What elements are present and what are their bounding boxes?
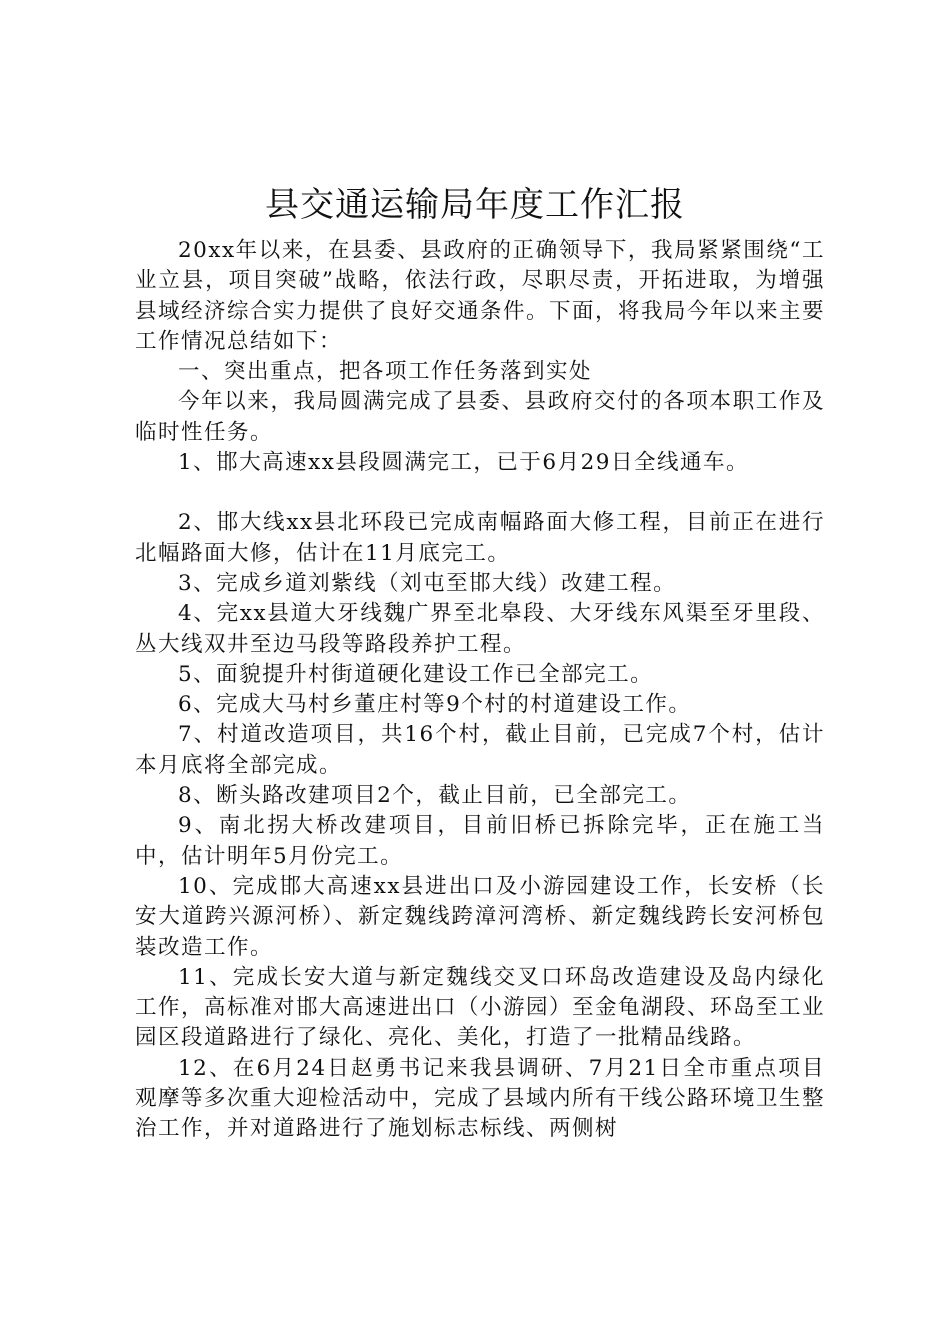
- list-item: 8、断头路改建项目2个，截止目前，已全部完工。: [178, 783, 692, 809]
- document-body: [135, 236, 825, 1145]
- list-item: 2、邯大线xx县北环段已完成南幅路面大修工程，目前正在进行北幅路面大修，估计在11月底完工。: [135, 510, 825, 566]
- list-item: 11、完成长安大道与新定魏线交叉口环岛改造建设及岛内绿化工作，高标准对邯大高速进出口（小游园）至金龟湖段、环岛至工业园区段道路进行了绿化、亮化、美化，打造了一批精品线路。: [135, 964, 826, 1051]
- list-item: 9、南北拐大桥改建项目，目前旧桥已拆除完毕，正在施工当中，估计明年5月份完工。: [135, 813, 825, 869]
- section-heading: 一、突出重点，把各项工作任务落到实处: [178, 359, 593, 385]
- section-intro-paragraph: 今年以来，我局圆满完成了县委、县政府交付的各项本职工作及临时性任务。: [135, 389, 825, 445]
- list-item: 12、在6月24日赵勇书记来我县调研、7月21日全市重点项目观摩等多次重大迎检活动中，完成了县域内所有干线公路环境卫生整治工作，并对道路进行了施划标志标线、两侧树: [135, 1055, 826, 1142]
- list-item: 1、邯大高速xx县段圆满完工，已于6月29日全线通车。: [178, 450, 749, 476]
- list-item: 3、完成乡道刘紫线（刘屯至邯大线）改建工程。: [178, 570, 677, 596]
- list-item: 4、完xx县道大牙线魏广界至北皋段、大牙线东风渠至牙里段、丛大线双井至边马段等路段养护工程。: [135, 601, 825, 657]
- list-item: 5、面貌提升村街道硬化建设工作已全部完工。: [178, 661, 654, 687]
- intro-paragraph: 20xx年以来，在县委、县政府的正确领导下，我局紧紧围绕“工业立县，项目突破”战略，依法行政，尽职尽责，开拓进取，为增强县域经济综合实力提供了良好交通条件。下面，将我局今年以来主要工作情况总结如下：: [135, 238, 826, 354]
- document-title: 县交通运输局年度工作汇报: [265, 185, 685, 225]
- list-item: 10、完成邯大高速xx县进出口及小游园建设工作，长安桥（长安大道跨兴源河桥）、新定魏线跨漳河湾桥、新定魏线跨长安河桥包装改造工作。: [135, 873, 825, 960]
- list-item: 7、村道改造项目，共16个村，截止目前，已完成7个村，估计本月底将全部完成。: [135, 722, 825, 778]
- list-item: 6、完成大马村乡董庄村等9个村的村道建设工作。: [178, 692, 692, 718]
